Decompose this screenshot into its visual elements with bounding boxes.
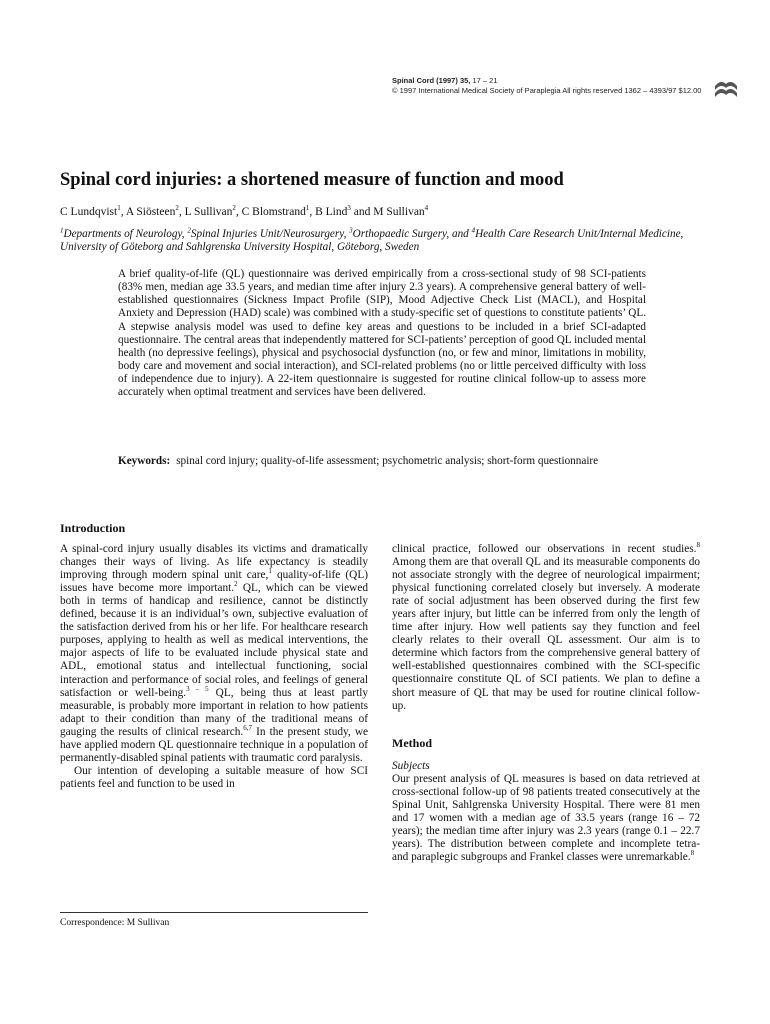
citation-superscript: 3 – 5 bbox=[186, 684, 209, 693]
journal-volume: 35, bbox=[459, 76, 471, 85]
journal-pages: 17 – 21 bbox=[472, 76, 498, 85]
keywords-label: Keywords: bbox=[118, 455, 171, 467]
affiliation-text: Health Care Research Unit/Internal Medicine, University of Göteborg and Sahlgrenska University Hospital, Göteborg, Sweden bbox=[60, 228, 684, 253]
author-name: B Lind$^3$ bbox=[315, 204, 351, 218]
author-name: M Sullivan$^4$ bbox=[373, 204, 429, 218]
author-name: A Siösteen$^2$ bbox=[125, 204, 179, 218]
right-column bbox=[392, 543, 700, 864]
intro-paragraph-continued: clinical practice, followed our observations in recent studies.$^8$ Among them are that overall QL and its measurable components do not associate strongly with the degree of neurological impairment; physical functioning correlated closely but inversely. A moderate rate of social adjustment has been observed during the first few years after injury, but little can be inferred from only the length of time after injury. How well patients say they function and feel clearly relates to their overall QL assessment. Our aim is to determine which factors from the comprehensive general battery of well-established questionnaires combined with the SCI-specific questionnaire constitute QL of SCI patients. We plan to define a short measure of QL that may be used for routine clinical follow-up. bbox=[392, 541, 700, 712]
citation-superscript: 2 bbox=[234, 580, 238, 589]
article-title: Spinal cord injuries: a shortened measure of function and mood bbox=[60, 170, 564, 190]
keywords bbox=[118, 455, 646, 468]
intro-paragraph-2: Our intention of developing a suitable measure of how SCI patients feel and function to be used in bbox=[60, 764, 368, 790]
intro-paragraph-1: A spinal-cord injury usually disables its victims and dramatically changes their ways of living. As life expectancy is steadily improving through modern spinal unit care,$^1$ quality-of-life (QL) issues have become more important.$^2$ QL, which can be viewed both in terms of handicap and resilience, cannot be distinctly defined, because it is an individual’s own, subjective evaluation of the satisfaction derived from his or her life. For healthcare research purposes, applying to health as well as medical interventions, the major aspects of life to be evaluated include physical state and ADL, emotional status and intellectual functioning, social interaction and performance of social roles, and feelings of general satisfaction or well-being.$^{3 - 5}$ QL, being thus at least partly measurable, is probably more important in relation to how patients adapt to their condition than many of the traditional means of gauging the results of clinical research.$^{6,7}$ In the present study, we have applied modern QL questionnaire technique in a population of permanently-disabled spinal patients with traumatic cord paralysis. bbox=[60, 543, 369, 764]
subjects-heading: Subjects bbox=[392, 759, 430, 772]
method-heading: Method bbox=[392, 735, 432, 750]
journal-header bbox=[392, 76, 701, 96]
citation-superscript: 8 bbox=[696, 541, 700, 550]
introduction-heading: Introduction bbox=[60, 521, 126, 535]
affiliations: $^1$Departments of Neurology, $^2$Spinal Injuries Unit/Neurosurgery, $^3$Orthopaedic Surgery, and $^4$Health Care Research Unit/Internal Medicine, University of Göteborg and Sahlgrenska University Hospital, Göteborg, Sweden bbox=[60, 226, 684, 253]
footnote-divider bbox=[60, 912, 368, 913]
author-name: C Blomstrand$^1$ bbox=[241, 204, 310, 218]
citation-superscript: 1 bbox=[268, 567, 272, 576]
citation-superscript: 8 bbox=[690, 849, 695, 858]
affiliation-text: Departments of Neurology, bbox=[63, 228, 188, 240]
correspondence-footnote: Correspondence: M Sullivan bbox=[60, 918, 170, 928]
author-name: L Sullivan$^2$ bbox=[184, 204, 236, 218]
author-list: C Lundqvist$^1$, A Siösteen$^2$, L Sullivan$^2$, C Blomstrand$^1$, B Lind$^3$ and M Sullivan$^4$ bbox=[60, 204, 429, 218]
journal-citation bbox=[392, 76, 701, 86]
left-column bbox=[60, 522, 368, 791]
keywords-text: spinal cord injury; quality-of-life assessment; psychometric analysis; short-form questionnaire bbox=[176, 455, 599, 467]
author-name: C Lundqvist$^1$ bbox=[60, 204, 121, 218]
method-paragraph-1: Our present analysis of QL measures is based on data retrieved at cross-sectional follow-up of 98 patients treated consecutively at the Spinal Unit, Sahlgrenska University Hospital. There were 81 men and 17 women with a median age of 33.5 years (range 16 – 72 years); the median time after injury was 2.3 years (range 0.1 – 22.7 years). The distribution between complete and incomplete tetra- and paraplegic subgroups and Frankel classes were unremarkable.$^8$ bbox=[392, 772, 700, 863]
citation-superscript: 6,7 bbox=[243, 723, 252, 732]
abstract: A brief quality-of-life (QL) questionnaire was derived empirically from a cross-sectional study of 98 SCI-patients (83% men, median age 33.5 years, and median time after injury 2.3 years). A comprehensive general battery of well-established questionnaires (Sickness Impact Profile (SIP), Mood Adjective Check List (MACL), and Hospital Anxiety and Depression (HAD) scale) was combined with a study-specific set of questions to constitute patients’ QL. A stepwise analysis model was used to define key areas and questions to be included in a brief SCI-adapted questionnaire. The central areas that independently mattered for SCI-patients’ perception of good QL included mental health (no depressive feelings), physical and psychosocial dysfunction (no, or few and minor, limitations in mobility, body care and movement and social interaction), and SCI-related problems (no or little perceived difficulty with loss of independence due to injury). A 22-item questionnaire is suggested for routine clinical follow-up to assess more accurately when optimal treatment and services have been delivered. bbox=[118, 268, 646, 399]
affiliation-text: Orthopaedic Surgery, and bbox=[352, 228, 472, 240]
affiliation-text: Spinal Injuries Unit/Neurosurgery, bbox=[190, 228, 350, 240]
copyright-line: © 1997 International Medical Society of Paraplegia All rights reserved 1362 – 4393/97 $12.00 bbox=[392, 86, 702, 95]
publisher-logo-icon bbox=[714, 78, 738, 100]
journal-name: Spinal Cord (1997) bbox=[392, 76, 458, 85]
